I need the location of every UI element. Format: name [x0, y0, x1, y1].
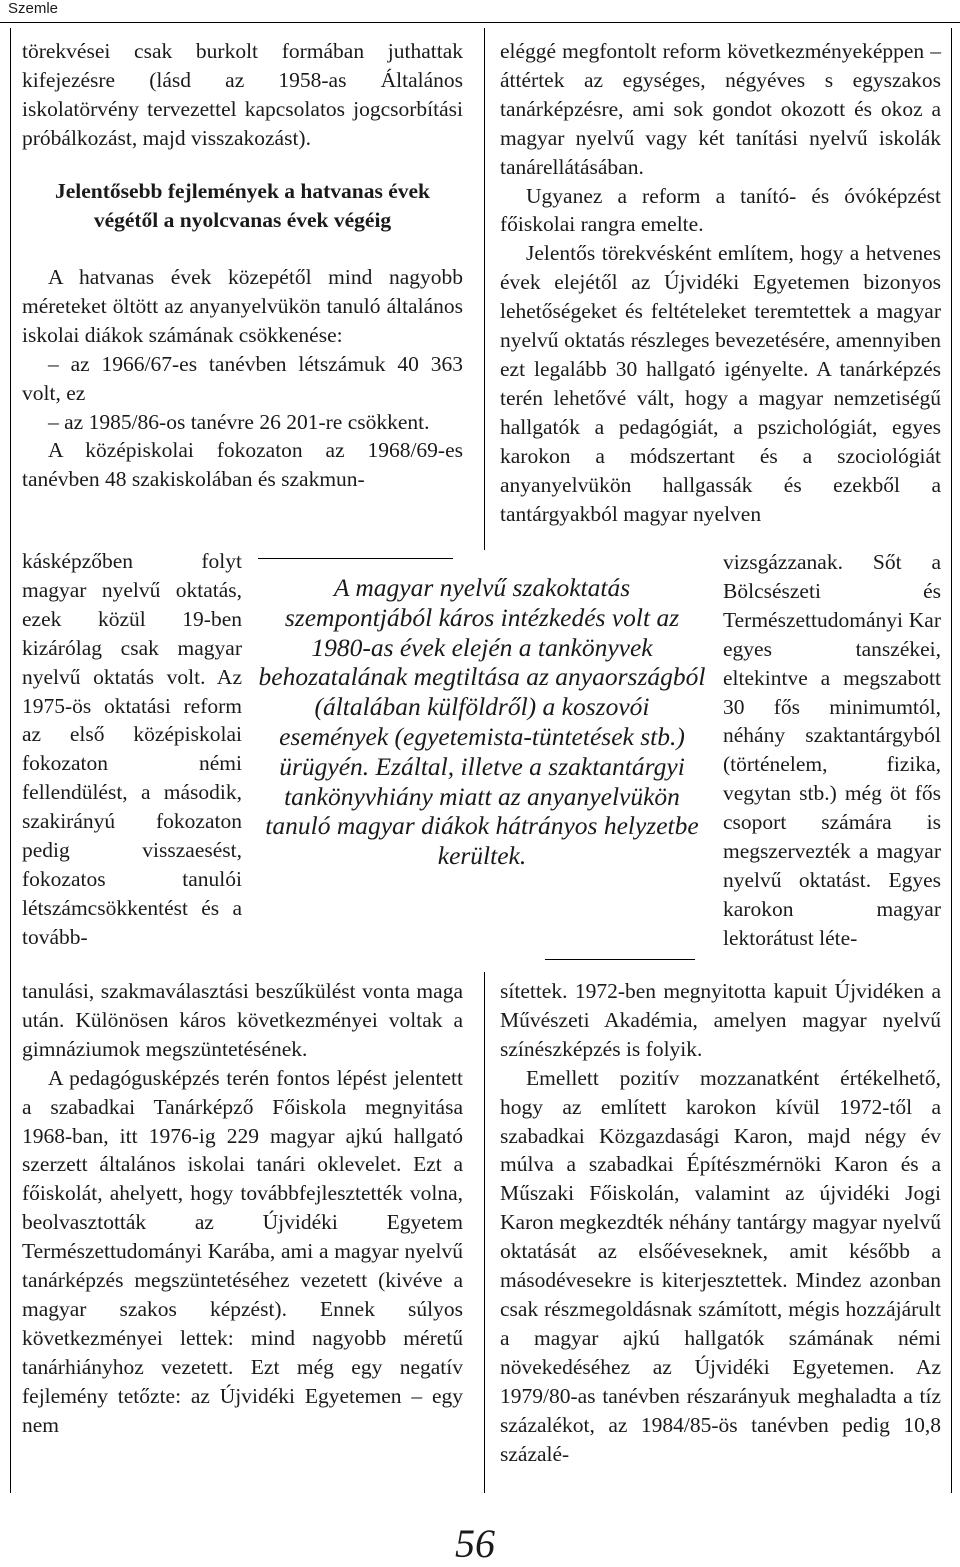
list-item-1985: – az 1985/86-os tanévre 26 201-re csökkent. — [48, 409, 430, 434]
column-divider-rule — [484, 28, 485, 550]
paragraph-university-wrap: vizsgázzanak. Sőt a Bölcsészeti és Természettudományi Kar egyes tanszékei, eltekintve a megszabott 30 fős minimumtól, néhány szaktantárgyból (történelem, fizika, vegytan stb.) még öt fős csoport számára is megszervezték a magyar nyelvű oktatást. Egyes karokon magyar lektorátust léte- — [723, 550, 941, 950]
pullquote-top-rule — [258, 558, 453, 559]
section-heading: Jelentősebb fejlemények a hatvanas évek végétől a nyolcvanas évek végéig — [54, 179, 431, 232]
paragraph-secondary-start: A középiskolai fokozaton az 1968/69-es tanévben 48 szakiskolában és szakmun- — [22, 438, 463, 492]
header-rule — [0, 22, 960, 23]
left-body-narrow — [22, 547, 242, 952]
left-body-top — [22, 263, 463, 494]
paragraph-university-end: sítettek. 1972-ben megnyitotta kapuit Újvidéken a Művészeti Akadémia, amelyen magyar nyelvű színészképzés is folyik. — [500, 979, 941, 1061]
intro-text: törekvései csak burkolt formában juthattak kifejezésre (lásd az 1958-as Általános iskolatörvény tervezettel kapcsolatos jogcsorbítási próbálkozást, majd visszakozást). — [22, 39, 463, 150]
column-divider-rule-lower — [484, 972, 485, 1493]
paragraph-decline: A hatvanas évek közepétől mind nagyobb méreteket öltött az anyanyelvükön tanuló általános iskolai diákok számának csökkenése: — [22, 265, 463, 347]
page-number: 56 — [455, 1521, 495, 1566]
paragraph-university-start: Jelentős törekvésként említem, hogy a hetvenes évek elejétől az Újvidéki Egyetemen bizonyos lehetőségeket és feltételeket teremtettek a magyar nyelvű oktatás részleges bevezetésére, amennyiben ezt legalább 30 hallgató igényelte. A tanárképzés terén lehetővé vált, hogy a magyar nemzetiségű hallgatók a pedagógiát, a pszichológiát, egyes karokon a módszertant és a szociológiát anyanyelvükön hallgassák és ezekből a tantárgyakból magyar nyelven — [500, 241, 941, 526]
left-intro-paragraph — [22, 37, 463, 153]
left-body-bottom — [22, 977, 463, 1440]
running-header: Szemle — [8, 0, 59, 17]
pullquote: A magyar nyelvű szakoktatás szempontjából káros intézkedés volt az 1980-as évek elején a tankönyvek behozatalának megtiltása az anyaországból (általában külföldről) a koszovói események (egyetemista-tüntetések stb.) ürügyén. Ezáltal, illetve a szaktantárgyi tankönyvhiány miatt az anyanyelvükön tanuló magyar diákok hátrányos helyzetbe kerültek. — [258, 573, 706, 871]
right-body-narrow — [723, 548, 941, 953]
right-body-top — [500, 37, 941, 528]
paragraph-teacher-training: A pedagógusképzés terén fontos lépést jelentett a szabadkai Tanárképző Főiskola megnyitása 1968-ban, itt 1976-ig 229 magyar ajkú hallgató szerzett általános iskolai tanári oklevelet. Ezt a főiskolát, ahelyett, hogy továbbfejlesztették volna, beolvasztották az Újvidéki Egyetem Természettudományi Karába, ami a magyar nyelvű tanárképzés megszüntetéséhez vezetett (kivéve a magyar szakos képzést). Ennek súlyos következményei lettek: mind nagyobb méretű tanárhiányhoz vezetett. Ezt még egy negatív fejlemény tetőzte: az Újvidéki Egyetemen – egy nem — [22, 1065, 463, 1437]
pullquote-bottom-rule — [545, 959, 695, 960]
right-margin-rule — [951, 28, 952, 1493]
paragraph-reform-consequence: eléggé megfontolt reform következményeképpen – áttértek az egységes, négyéves s egyszakos tanárképzésre, ami sok gondot okozott és okoz a magyar nyelvű vagy két tanítási nyelvű iskolák tanárellátásában. — [500, 39, 941, 179]
paragraph-positive-developments: Emellett pozitív mozzanatként értékelhető, hogy az említett karokon kívül 1972-től a szabadkai Közgazdasági Karon, majd négy év múlva a szabadkai Építészmérnöki Karon és a Műszaki Főiskolán, valamint az újvidéki Jogi Karon megkezdték néhány tantárgy magyar nyelvű oktatását az elsőéveseknek, amit később a másodévesekre is kiterjesztettek. Mindez azonban csak részmegoldásnak számított, mégis hozzájárult a magyar ajkú hallgatók számának némi növekedéséhez az Újvidéki Egyetemen. Az 1979/80-as tanévben részarányuk meghaladta a tíz százalékot, az 1984/85-ös tanévben pedig 10,8 százalé- — [500, 1065, 941, 1466]
left-margin-rule — [10, 28, 11, 1493]
paragraph-reform-rank: Ugyanez a reform a tanító- és óvóképzést főiskolai rangra emelte. — [500, 183, 941, 237]
right-body-bottom — [500, 977, 941, 1468]
list-item-1966: – az 1966/67-es tanévben létszámuk 40 363 volt, ez — [22, 351, 463, 405]
paragraph-secondary-end: tanulási, szakmaválasztási beszűkülést vonta maga után. Különösen káros következményei voltak a gimnáziumok megszüntetésének. — [22, 979, 463, 1061]
paragraph-secondary-wrap: kásképzőben folyt magyar nyelvű oktatás, ezek közül 19-ben kizárólag csak magyar nyelvű oktatás volt. Az 1975-ös oktatási reform az első középiskolai fokozaton némi fellendülést, a második, szakirányú fokozaton pedig visszaesést, fokozatos tanulói létszámcsökkentést és a tovább- — [22, 549, 242, 949]
